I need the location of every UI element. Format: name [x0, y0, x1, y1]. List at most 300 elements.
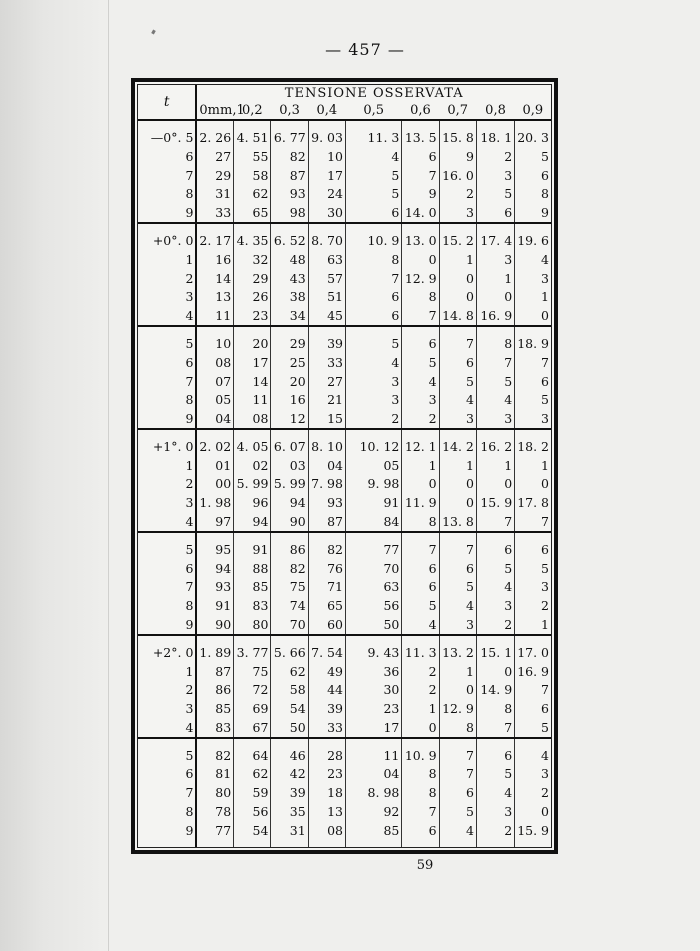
- temperature-cell: 7: [138, 166, 196, 185]
- value-cell: 16. 2: [476, 437, 514, 456]
- block-separator: [138, 326, 551, 334]
- value-cell: 80: [234, 615, 271, 635]
- value-cell: 15. 9: [476, 493, 514, 512]
- table-row: [138, 512, 551, 532]
- value-cell: 8: [345, 250, 401, 269]
- value-cell: 78: [196, 802, 233, 821]
- value-cell: 20: [234, 334, 271, 353]
- value-cell: 04: [308, 456, 345, 475]
- temperature-cell: 4: [138, 718, 196, 738]
- value-cell: 94: [271, 493, 308, 512]
- value-cell: 34: [271, 306, 308, 326]
- value-cell: 3: [476, 802, 514, 821]
- value-cell: 14. 0: [402, 203, 439, 223]
- value-cell: 9. 03: [308, 128, 345, 147]
- value-cell: 87: [271, 166, 308, 185]
- value-cell: 5. 99: [234, 475, 271, 494]
- temperature-cell: 5: [138, 540, 196, 559]
- value-cell: 55: [234, 147, 271, 166]
- value-cell: 7: [439, 334, 476, 353]
- value-cell: 3: [541, 270, 549, 286]
- value-cell: 0: [402, 250, 439, 269]
- value-cell: 14. 2: [439, 437, 476, 456]
- value-cell: 9. 98: [345, 475, 401, 494]
- value-cell: 65: [234, 203, 271, 223]
- value-cell: 3: [439, 409, 476, 429]
- value-cell: 05: [345, 456, 401, 475]
- value-cell: 12: [271, 409, 308, 429]
- value-cell: 5: [476, 559, 514, 578]
- value-cell: 94: [196, 559, 233, 578]
- value-cell: 6: [345, 203, 401, 223]
- value-cell: 25: [271, 353, 308, 372]
- value-cell: 12. 9: [439, 699, 476, 718]
- value-cell: 93: [308, 493, 345, 512]
- value-cell: 02: [234, 456, 271, 475]
- value-cell: 3: [541, 411, 549, 427]
- value-cell: 16. 9: [476, 306, 514, 326]
- value-cell: 5. 66: [271, 643, 308, 662]
- table-inner-border: [137, 84, 552, 848]
- value-cell: 29: [196, 166, 233, 185]
- value-cell: 18. 2: [517, 438, 549, 454]
- value-cell: 4. 51: [234, 128, 271, 147]
- value-cell: 0: [439, 681, 476, 700]
- value-cell: 1: [476, 269, 514, 288]
- value-cell: 17. 0: [517, 644, 549, 660]
- value-cell: 33: [308, 353, 345, 372]
- value-cell: 4: [476, 783, 514, 802]
- value-cell: 28: [308, 746, 345, 765]
- value-cell: 1: [402, 699, 439, 718]
- value-cell: 6: [439, 783, 476, 802]
- value-cell: 75: [234, 662, 271, 681]
- value-cell: 8: [541, 186, 549, 202]
- value-cell: 0: [476, 662, 514, 681]
- value-cell: 7: [541, 682, 549, 698]
- value-cell: 2: [541, 785, 549, 801]
- value-cell: 77: [345, 540, 401, 559]
- value-cell: 14: [196, 269, 233, 288]
- value-cell: 10. 12: [345, 437, 401, 456]
- value-cell: 19. 6: [517, 233, 549, 249]
- temperature-cell: 6: [138, 353, 196, 372]
- value-cell: 54: [234, 821, 271, 840]
- value-cell: 04: [345, 765, 401, 784]
- value-cell: 5: [476, 372, 514, 391]
- value-cell: 5: [402, 353, 439, 372]
- value-cell: 08: [196, 353, 233, 372]
- value-cell: 30: [308, 203, 345, 223]
- table-row: [138, 540, 551, 559]
- value-cell: 93: [196, 578, 233, 597]
- temperature-cell: 6: [138, 765, 196, 784]
- value-cell: 16: [271, 391, 308, 410]
- table-row: [138, 802, 551, 821]
- value-cell: 10. 9: [345, 231, 401, 250]
- value-cell: 7: [476, 718, 514, 738]
- value-cell: 6: [402, 334, 439, 353]
- temperature-cell: 4: [138, 512, 196, 532]
- temperature-cell: +1°. 0: [138, 437, 196, 456]
- table-row: [138, 437, 551, 456]
- value-cell: 29: [271, 334, 308, 353]
- page-fold-line: [108, 0, 109, 951]
- value-cell: 15: [308, 409, 345, 429]
- value-cell: 6. 07: [271, 437, 308, 456]
- value-cell: 85: [345, 821, 401, 840]
- value-cell: 00: [196, 475, 233, 494]
- value-cell: 44: [308, 681, 345, 700]
- table-row: [138, 765, 551, 784]
- temperature-cell: 2: [138, 681, 196, 700]
- value-cell: 6: [476, 746, 514, 765]
- value-cell: 64: [234, 746, 271, 765]
- value-cell: 43: [271, 269, 308, 288]
- value-cell: 92: [345, 802, 401, 821]
- value-cell: 2. 02: [196, 437, 233, 456]
- value-cell: 69: [234, 699, 271, 718]
- block-separator: [138, 223, 551, 231]
- value-cell: 4: [439, 391, 476, 410]
- value-cell: 75: [271, 578, 308, 597]
- value-cell: 31: [196, 185, 233, 204]
- value-cell: 1: [476, 456, 514, 475]
- value-cell: 03: [271, 456, 308, 475]
- value-cell: 5: [476, 765, 514, 784]
- value-cell: 3. 77: [234, 643, 271, 662]
- temperature-cell: 2: [138, 475, 196, 494]
- value-cell: 14. 9: [476, 681, 514, 700]
- temperature-cell: 1: [138, 250, 196, 269]
- value-cell: 12. 1: [402, 437, 439, 456]
- temperature-cell: 5: [138, 334, 196, 353]
- temperature-cell: 5: [138, 746, 196, 765]
- temperature-cell: +2°. 0: [138, 643, 196, 662]
- value-cell: 4: [476, 391, 514, 410]
- value-cell: 83: [234, 596, 271, 615]
- column-header: 0,7: [439, 102, 476, 120]
- value-cell: 4: [439, 596, 476, 615]
- table-row: [138, 456, 551, 475]
- value-cell: 88: [234, 559, 271, 578]
- table-row: [138, 185, 551, 204]
- value-cell: 63: [345, 578, 401, 597]
- value-cell: 39: [308, 699, 345, 718]
- value-cell: 26: [234, 288, 271, 307]
- table-row: [138, 250, 551, 269]
- table-row: [138, 821, 551, 840]
- value-cell: 72: [234, 681, 271, 700]
- value-cell: 1: [402, 456, 439, 475]
- table-row: [138, 718, 551, 738]
- value-cell: 7: [476, 512, 514, 532]
- value-cell: 46: [271, 746, 308, 765]
- value-cell: 6: [402, 559, 439, 578]
- table-row: [138, 559, 551, 578]
- value-cell: 0: [476, 288, 514, 307]
- value-cell: 8: [402, 288, 439, 307]
- table-row: [138, 699, 551, 718]
- value-cell: 21: [308, 391, 345, 410]
- value-cell: 7: [439, 746, 476, 765]
- value-cell: 1: [541, 616, 549, 632]
- column-header: 0,6: [402, 102, 439, 120]
- block-separator: [138, 120, 551, 128]
- temperature-cell: 9: [138, 409, 196, 429]
- value-cell: 08: [308, 821, 345, 840]
- value-cell: 57: [308, 269, 345, 288]
- value-cell: 11. 3: [345, 128, 401, 147]
- value-cell: 7: [402, 306, 439, 326]
- value-cell: 83: [196, 718, 233, 738]
- temperature-cell: 6: [138, 147, 196, 166]
- value-cell: 13. 8: [439, 512, 476, 532]
- value-cell: 84: [345, 512, 401, 532]
- table-row: [138, 578, 551, 597]
- value-cell: 04: [196, 409, 233, 429]
- value-cell: 7: [541, 514, 549, 530]
- value-cell: 1: [541, 457, 549, 473]
- value-cell: 3: [476, 166, 514, 185]
- value-cell: 6. 77: [271, 128, 308, 147]
- temperature-cell: 4: [138, 306, 196, 326]
- value-cell: 3: [345, 391, 401, 410]
- value-cell: 5: [476, 185, 514, 204]
- value-cell: 7: [402, 166, 439, 185]
- value-cell: 23: [345, 699, 401, 718]
- table-row: [138, 391, 551, 410]
- value-cell: 6: [541, 167, 549, 183]
- value-cell: 15. 2: [439, 231, 476, 250]
- value-cell: 3: [476, 250, 514, 269]
- value-cell: 70: [345, 559, 401, 578]
- value-cell: 93: [271, 185, 308, 204]
- value-cell: 70: [271, 615, 308, 635]
- value-cell: 13: [196, 288, 233, 307]
- value-cell: 17. 8: [517, 495, 549, 511]
- value-cell: 5. 99: [271, 475, 308, 494]
- temperature-cell: 8: [138, 185, 196, 204]
- value-cell: 86: [196, 681, 233, 700]
- column-header: 0,2: [234, 102, 271, 120]
- value-cell: 97: [196, 512, 233, 532]
- value-cell: 4. 05: [234, 437, 271, 456]
- value-cell: 7: [439, 540, 476, 559]
- value-cell: 4: [439, 821, 476, 840]
- value-cell: 2. 17: [196, 231, 233, 250]
- temperature-cell: 8: [138, 391, 196, 410]
- value-cell: 87: [308, 512, 345, 532]
- value-cell: 76: [308, 559, 345, 578]
- value-cell: 6: [476, 203, 514, 223]
- value-cell: 85: [234, 578, 271, 597]
- value-cell: 2: [402, 681, 439, 700]
- value-cell: 94: [234, 512, 271, 532]
- value-cell: 0: [439, 493, 476, 512]
- value-cell: 5: [439, 802, 476, 821]
- column-header-row: [138, 102, 551, 120]
- value-cell: 18. 9: [517, 336, 549, 352]
- value-cell: 1: [541, 289, 549, 305]
- value-cell: 5: [541, 719, 549, 735]
- temperature-cell: 1: [138, 662, 196, 681]
- value-cell: 14: [234, 372, 271, 391]
- table-row: [138, 615, 551, 635]
- value-cell: 7: [541, 354, 549, 370]
- value-cell: 2: [476, 615, 514, 635]
- value-cell: 4: [345, 147, 401, 166]
- value-cell: 80: [196, 783, 233, 802]
- value-cell: 4: [476, 578, 514, 597]
- value-cell: 5: [402, 596, 439, 615]
- value-cell: 10: [196, 334, 233, 353]
- value-cell: 5: [345, 185, 401, 204]
- table-row: [138, 334, 551, 353]
- t-column-header: t: [138, 85, 196, 120]
- value-cell: 2: [439, 185, 476, 204]
- value-cell: 74: [271, 596, 308, 615]
- value-cell: 2: [402, 409, 439, 429]
- page-number: — 457 —: [325, 40, 405, 59]
- table-body: [138, 120, 551, 847]
- temperature-cell: 7: [138, 783, 196, 802]
- table-row: [138, 306, 551, 326]
- block-separator: [138, 635, 551, 643]
- value-cell: 39: [271, 783, 308, 802]
- value-cell: 6: [402, 147, 439, 166]
- value-cell: 0: [439, 475, 476, 494]
- temperature-cell: 6: [138, 559, 196, 578]
- value-cell: 13. 0: [402, 231, 439, 250]
- value-cell: 82: [196, 746, 233, 765]
- value-cell: 20: [271, 372, 308, 391]
- value-cell: 2: [541, 598, 549, 614]
- column-header: 0,8: [476, 102, 514, 120]
- value-cell: 3: [476, 409, 514, 429]
- value-cell: 6: [402, 578, 439, 597]
- value-cell: 9. 43: [345, 643, 401, 662]
- column-header: 0,4: [308, 102, 345, 120]
- value-cell: 58: [234, 166, 271, 185]
- temperature-cell: +0°. 0: [138, 231, 196, 250]
- value-cell: 3: [476, 596, 514, 615]
- value-cell: 15. 9: [517, 822, 549, 838]
- temperature-cell: 3: [138, 288, 196, 307]
- value-cell: 3: [345, 372, 401, 391]
- value-cell: 0: [541, 476, 549, 492]
- value-cell: 5: [345, 334, 401, 353]
- table-row: [138, 288, 551, 307]
- value-cell: 67: [234, 718, 271, 738]
- value-cell: 3: [439, 203, 476, 223]
- table-row: [138, 681, 551, 700]
- value-cell: 14. 8: [439, 306, 476, 326]
- value-cell: 0: [541, 308, 549, 324]
- value-cell: 7: [476, 353, 514, 372]
- value-cell: 56: [345, 596, 401, 615]
- value-cell: 6: [476, 540, 514, 559]
- column-header: 0,3: [271, 102, 308, 120]
- value-cell: 13. 5: [402, 128, 439, 147]
- value-cell: 0: [476, 475, 514, 494]
- value-cell: 05: [196, 391, 233, 410]
- value-cell: 6: [541, 701, 549, 717]
- value-cell: 2: [402, 662, 439, 681]
- value-cell: 6: [439, 559, 476, 578]
- value-cell: 49: [308, 662, 345, 681]
- value-cell: 7: [402, 802, 439, 821]
- temperature-cell: 3: [138, 493, 196, 512]
- value-cell: 29: [234, 269, 271, 288]
- value-cell: 0: [439, 269, 476, 288]
- value-cell: 8: [402, 512, 439, 532]
- value-cell: 08: [234, 409, 271, 429]
- temperature-cell: 9: [138, 203, 196, 223]
- table-row: [138, 231, 551, 250]
- value-cell: 2. 26: [196, 128, 233, 147]
- value-cell: 8: [439, 718, 476, 738]
- value-cell: 32: [234, 250, 271, 269]
- value-cell: 11. 3: [402, 643, 439, 662]
- value-cell: 4. 35: [234, 231, 271, 250]
- value-cell: 8: [402, 765, 439, 784]
- value-cell: 33: [196, 203, 233, 223]
- column-header: 0,9: [515, 102, 551, 120]
- value-cell: 1. 98: [196, 493, 233, 512]
- value-cell: 62: [234, 185, 271, 204]
- value-cell: 10: [308, 147, 345, 166]
- value-cell: 58: [271, 681, 308, 700]
- value-cell: 17: [234, 353, 271, 372]
- value-cell: 7: [345, 269, 401, 288]
- value-cell: 0: [541, 804, 549, 820]
- table-row: [138, 269, 551, 288]
- value-cell: 7: [439, 765, 476, 784]
- value-cell: 11: [345, 746, 401, 765]
- temperature-cell: 8: [138, 596, 196, 615]
- value-cell: 82: [308, 540, 345, 559]
- value-cell: 50: [271, 718, 308, 738]
- table-frame: [131, 78, 558, 854]
- table-row: [138, 783, 551, 802]
- value-cell: 18. 1: [476, 128, 514, 147]
- value-cell: 87: [196, 662, 233, 681]
- value-cell: 59: [234, 783, 271, 802]
- value-cell: 91: [196, 596, 233, 615]
- value-cell: 5: [541, 560, 549, 576]
- value-cell: 07: [196, 372, 233, 391]
- block-separator: [138, 429, 551, 437]
- value-cell: 6. 52: [271, 231, 308, 250]
- temperature-cell: 7: [138, 578, 196, 597]
- value-cell: 2: [476, 147, 514, 166]
- book-gutter-shadow: [0, 0, 110, 951]
- value-cell: 54: [271, 699, 308, 718]
- value-cell: 2: [345, 409, 401, 429]
- value-cell: 85: [196, 699, 233, 718]
- value-cell: 35: [271, 802, 308, 821]
- value-cell: 5: [541, 392, 549, 408]
- value-cell: 11. 9: [402, 493, 439, 512]
- value-cell: 82: [271, 559, 308, 578]
- table-row: [138, 746, 551, 765]
- value-cell: 4: [345, 353, 401, 372]
- value-cell: 15. 8: [439, 128, 476, 147]
- value-cell: 9: [541, 205, 549, 221]
- table-row: [138, 147, 551, 166]
- value-cell: 9: [439, 147, 476, 166]
